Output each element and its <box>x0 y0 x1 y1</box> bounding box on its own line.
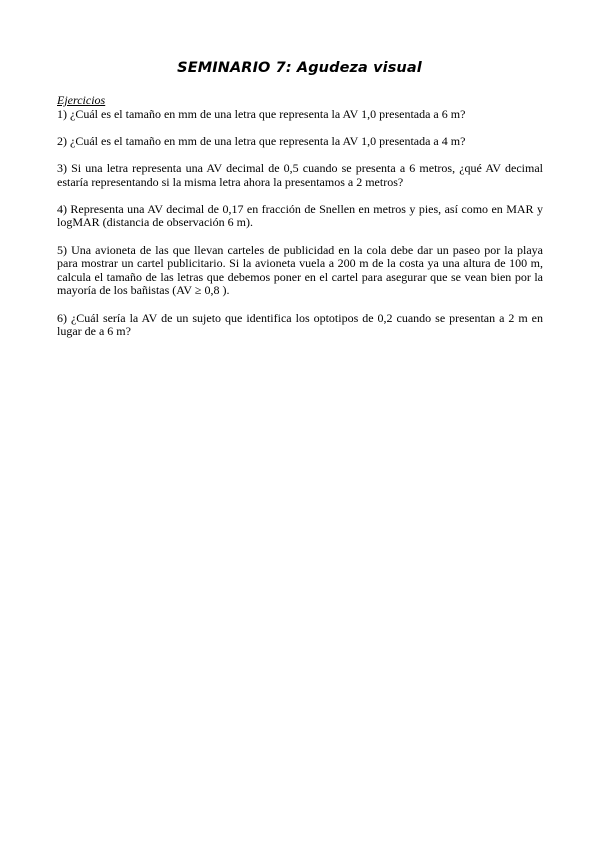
exercise-6: 6) ¿Cuál sería la AV de un sujeto que identifica los optotipos de 0,2 cuando se presentan a 2 m en lugar de a 6 m? <box>57 310 543 339</box>
exercise-1: 1) ¿Cuál es el tamaño en mm de una letra que representa la AV 1,0 presentada a 6 m? <box>57 106 466 121</box>
exercise-5: 5) Una avioneta de las que llevan carteles de publicidad en la cola debe dar un paseo por la playa para mostrar un cartel publicitario. Si la avioneta vuela a 200 m de la costa ya una altura de 100 m, calcula el tamaño de las letras que debemos poner en el cartel para asegurar que se vean bien por la mayoría de los bañistas (AV ≥ 0,8 ). <box>57 242 543 298</box>
exercise-3: 3) Si una letra representa una AV decimal de 0,5 cuando se presenta a 6 metros, ¿qué AV decimal estaría representando si la misma letra ahora la presentamos a 2 metros? <box>57 160 543 189</box>
document-title: SEMINARIO 7: Agudeza visual <box>177 60 422 76</box>
section-label-ejercicios: Ejercicios <box>57 93 106 107</box>
exercise-4: 4) Representa una AV decimal de 0,17 en fracción de Snellen en metros y pies, así como en MAR y logMAR (distancia de observación 6 m). <box>57 201 543 230</box>
document-body <box>57 94 543 339</box>
exercise-2: 2) ¿Cuál es el tamaño en mm de una letra que representa la AV 1,0 presentada a 4 m? <box>57 133 466 148</box>
